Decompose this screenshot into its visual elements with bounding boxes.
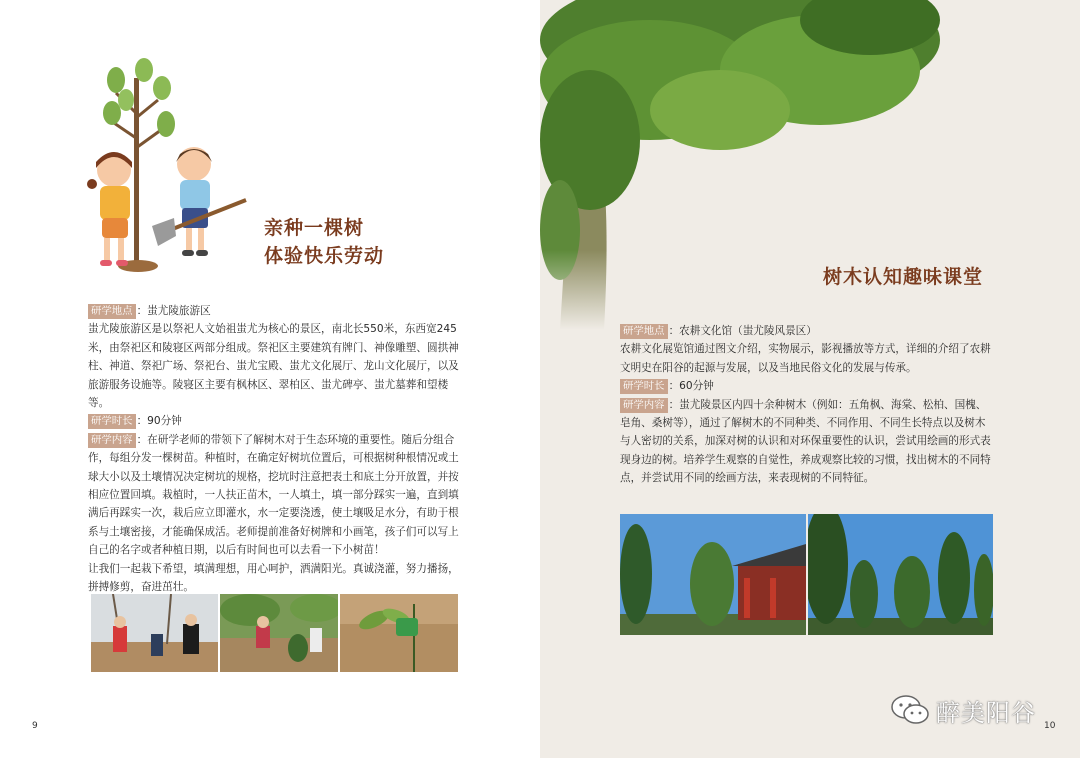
photo-children-digging bbox=[220, 594, 338, 672]
course-title: 树木认知趣味课堂 bbox=[823, 266, 984, 288]
content-value: ：蚩尤陵景区内四十余种树木（例如：五角枫、海棠、松柏、国槐、皂角、桑树等），通过了解树木的不同种类、不同作用、不同生长特点以及树木与人密切的关系，加深对树的认识和对环保重要性的认识，尝试用绘画的形式表现身边的树。培养学生观察的自觉性，养成观察比较的习惯，找出树木的不同特点，并尝试用不同的绘画方法，来表现树的不同特征。 bbox=[620, 398, 991, 485]
kids-planting-tree-illustration bbox=[76, 58, 256, 278]
headline-line-1: 亲种一棵树 bbox=[264, 217, 365, 239]
content-tag: 研学内容 bbox=[88, 433, 136, 448]
location-description: 蚩尤陵旅游区是以祭祀人文始祖蚩尤为核心的景区，南北长550米，东西宽245米，由祭祀区和陵寝区两部分组成。祭祀区主要建筑有牌门、神像雕塑、圆拱神柱、神道、祭祀广场、祭祀台、蚩尤宝殿、蚩尤文化展厅、龙山文化展厅，以及旅游服务设施等。陵寝区主要有枫林区、翠柏区、蚩尤碑亭、蚩尤墓葬和望楼等。 bbox=[88, 323, 459, 410]
page-number-left: 9 bbox=[32, 721, 38, 731]
closing-text: 让我们一起栽下希望，填满理想，用心呵护，洒满阳光。真诚浇灌，努力播扬，拼搏修剪，奋进茁壮。 bbox=[88, 562, 459, 594]
duration-row bbox=[620, 377, 996, 395]
headline-line-2: 体验快乐劳动 bbox=[264, 245, 385, 267]
location-row bbox=[620, 322, 996, 340]
wechat-watermark bbox=[890, 690, 1036, 730]
location-tag: 研学地点 bbox=[88, 304, 136, 319]
wechat-icon bbox=[890, 693, 930, 727]
content-row bbox=[88, 431, 466, 560]
photo-pavilion-trees bbox=[620, 514, 806, 635]
photo-kids-planting bbox=[91, 594, 218, 672]
left-headline bbox=[264, 214, 384, 270]
duration-tag: 研学时长 bbox=[88, 414, 136, 429]
duration-row bbox=[88, 412, 466, 430]
content-value: ：在研学老师的带领下了解树木对于生态环境的重要性。随后分组合作，每组分发一棵树苗。种植时，在确定好树坑位置后，可根据树种根情况或土球大小以及土壤情况决定树坑的规格，挖坑时注意把表土和底土分开放置，并按相应位置回填。栽植时，一人扶正苗木，一人填土，填一部分踩实一遍，直到填满后再踩实一次，栽后应立即灌水，水一定要浇透，使土壤吸足水分，有助于根系与土壤密接，才能确保成活。老师提前准备好树牌和小画笔，孩子们可以写上自己的名字或者种植日期，以后有时间也可以去看一下小树苗！ bbox=[88, 433, 459, 557]
content-row bbox=[620, 396, 996, 488]
right-description bbox=[620, 322, 996, 488]
location-row bbox=[88, 302, 466, 320]
location-description: 农耕文化展览馆通过图文介绍，实物展示，影视播放等方式，详细的介绍了农耕文明史在阳谷的起源与发展，以及当地民俗文化的发展与传承。 bbox=[620, 343, 991, 374]
content-tag: 研学内容 bbox=[620, 398, 668, 413]
photo-pine-trees-sky bbox=[808, 514, 993, 635]
duration-value: ：60分钟 bbox=[668, 380, 714, 393]
watermark-text: 醉美阳谷 bbox=[936, 698, 1036, 727]
duration-value: ：90分钟 bbox=[136, 415, 182, 428]
duration-tag: 研学时长 bbox=[620, 379, 668, 394]
location-value: ：蚩尤陵旅游区 bbox=[136, 305, 211, 317]
left-description bbox=[88, 302, 466, 597]
page-number-right: 10 bbox=[1044, 721, 1056, 731]
location-tag: 研学地点 bbox=[620, 324, 668, 339]
photo-sapling-with-tag bbox=[340, 594, 458, 672]
location-value: ：农耕文化馆（蚩尤陵风景区） bbox=[668, 325, 817, 337]
